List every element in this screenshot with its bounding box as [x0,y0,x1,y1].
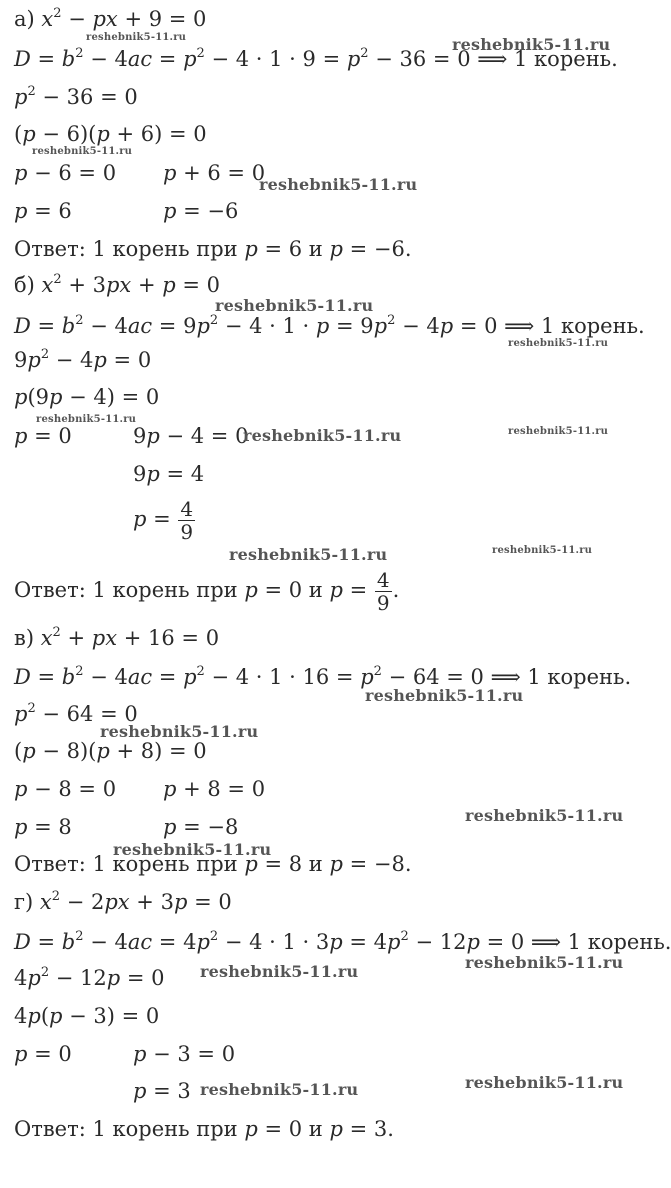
label-a: а) [14,7,35,31]
answer-g: Ответ: 1 корень при p = 0 и p = 3. [14,1117,394,1141]
watermark: reshebnik5-11.ru [508,426,609,437]
watermark: reshebnik5-11.ru [365,686,524,705]
root-word-b: 1 корень. [540,314,645,338]
eq-a-step2: (p − 6)(p + 6) = 0 [14,122,207,146]
eq-v-step3-left: p − 8 = 0 [14,777,117,801]
eq-v-step2: (p − 8)(p + 8) = 0 [14,739,207,763]
eq-a-step1: $p^2 - 36 = 0$ [14,84,138,109]
watermark: reshebnik5-11.ru [32,146,133,157]
and-word: и [308,578,323,602]
watermark: reshebnik5-11.ru [100,722,259,741]
label-b: б) [14,273,35,297]
and-word: и [308,1117,323,1141]
eq-b-discriminant: $D = b^2 - 4ac = 9p^2 - 4 \cdot 1 \cdot p = 9p^2 - 4p = 0$ ⟹ 1 корень. [14,313,645,338]
eq-a-step4-right: p = −6 [163,199,239,223]
eq-b-step3-left: p = 0 [14,424,72,448]
eq-b-step5: p = $\frac{4}{9}$ [133,497,194,544]
watermark: reshebnik5-11.ru [492,545,593,556]
eq-b-step4: 9p = 4 [133,462,205,486]
eq-v-title: в) $x^2$ + px + 16 = 0 [14,625,220,650]
fraction-b-answer: $\frac{4}{9}$ [376,568,390,615]
root-word-g: 1 корень. [567,930,671,954]
eq-a-discriminant: $D = b^2 - 4ac = p^2 - 4 \cdot 1 \cdot 9 = p^2 - 36 = 0$ ⟹ 1 корень. [14,46,618,71]
watermark: reshebnik5-11.ru [200,1080,359,1099]
watermark: reshebnik5-11.ru [243,426,402,445]
eq-v-step1: $p^2 - 64 = 0$ [14,701,138,726]
eq-g-step3-left: p = 0 [14,1042,72,1066]
watermark: reshebnik5-11.ru [215,296,374,315]
answer-g-text: Ответ: 1 корень при [14,1117,238,1141]
eq-g-step2: 4p(p − 3) = 0 [14,1004,160,1028]
watermark: reshebnik5-11.ru [465,806,624,825]
watermark: reshebnik5-11.ru [36,414,137,425]
eq-v-discriminant: $D = b^2 - 4ac = p^2 - 4 \cdot 1 \cdot 16 = p^2 - 64 = 0$ ⟹ 1 корень. [14,664,632,689]
watermark: reshebnik5-11.ru [452,35,611,54]
answer-v-text: Ответ: 1 корень при [14,852,238,876]
watermark: reshebnik5-11.ru [508,338,609,349]
watermark: reshebnik5-11.ru [465,1073,624,1092]
eq-g-step3-right: p − 3 = 0 [133,1042,236,1066]
eq-v-step3-right: p + 8 = 0 [163,777,266,801]
watermark: reshebnik5-11.ru [229,545,388,564]
watermark: reshebnik5-11.ru [465,953,624,972]
eq-b-step3-right: 9p − 4 = 0 [133,424,249,448]
answer-a: Ответ: 1 корень при p = 6 и p = −6. [14,237,412,261]
answer-a-text: Ответ: 1 корень при [14,237,238,261]
fraction-b-root: $\frac{4}{9}$ [180,497,194,544]
eq-g-step4: p = 3 [133,1079,191,1103]
eq-v-step4-left: p = 8 [14,815,72,839]
answer-v: Ответ: 1 корень при p = 8 и p = −8. [14,852,412,876]
watermark: reshebnik5-11.ru [113,840,272,859]
eq-b-title: б) $x^2 + 3px + p = 0$ [14,272,220,297]
root-word-v: 1 корень. [527,665,632,689]
and-word: и [308,852,323,876]
eq-g-step1: $4p^2 - 12p = 0$ [14,965,165,990]
answer-b: Ответ: 1 корень при p = 0 и p = $\frac{4}{9}$ . [14,568,400,615]
watermark: reshebnik5-11.ru [200,962,359,981]
watermark: reshebnik5-11.ru [86,32,187,43]
answer-b-text: Ответ: 1 корень при [14,578,238,602]
eq-g-title: г) $x^2 - 2px + 3p = 0$ [14,889,232,914]
label-g: г) [14,890,34,914]
eq-b-step1: $9p^2 - 4p = 0$ [14,347,152,372]
eq-v-step4-right: p = −8 [163,815,239,839]
eq-g-discriminant: $D = b^2 - 4ac = 4p^2 - 4 \cdot 1 \cdot 3p = 4p^2 - 12p = 0$ ⟹ 1 корень. [14,929,671,954]
watermark: reshebnik5-11.ru [259,175,418,194]
eq-a-step3-right: p + 6 = 0 [163,161,266,185]
and-word: и [308,237,323,261]
label-v: в) [14,626,35,650]
eq-b-step2: p(9p − 4) = 0 [14,385,160,409]
eq-a-step3-left: p − 6 = 0 [14,161,117,185]
eq-a-title: а) $x^2$ − px + 9 = 0 [14,6,207,31]
root-word-a: 1 корень. [514,47,618,71]
eq-a-step4-left: p = 6 [14,199,72,223]
